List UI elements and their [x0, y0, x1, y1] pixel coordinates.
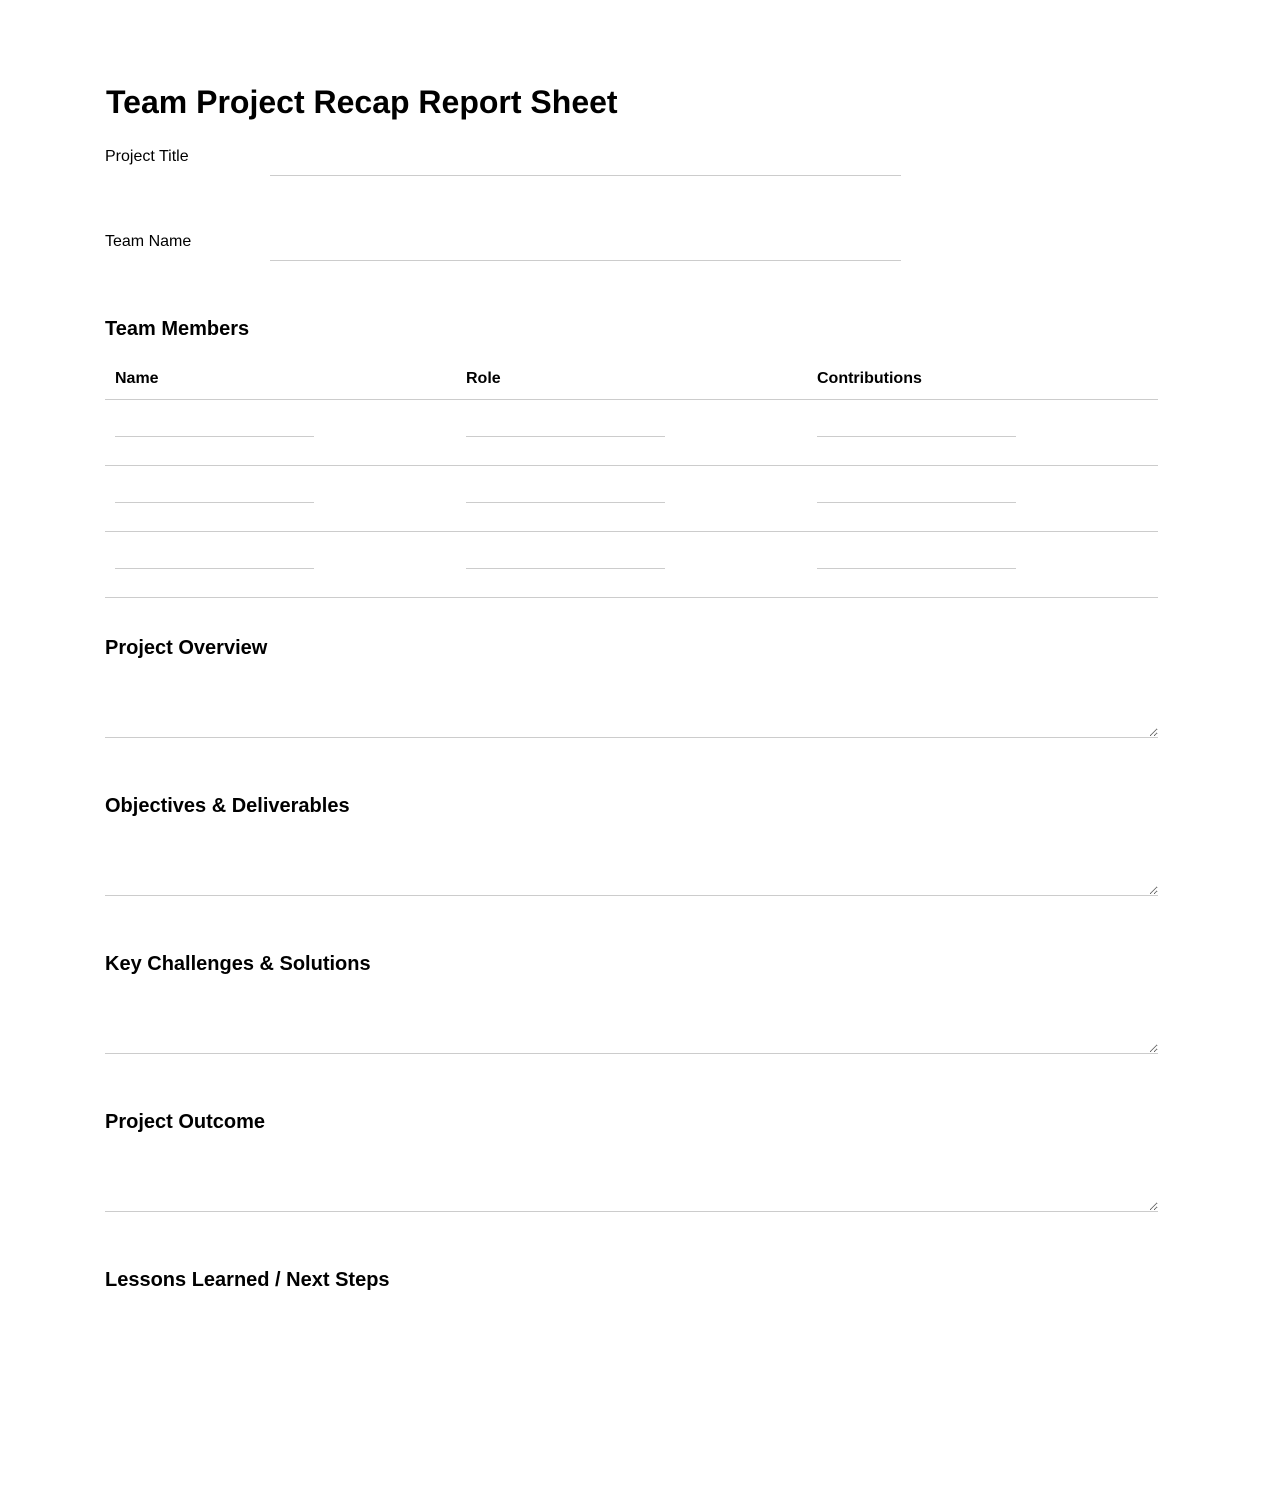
member-contributions-input[interactable] [817, 412, 1016, 437]
page-title: Team Project Recap Report Sheet [106, 84, 618, 120]
member-contributions-input[interactable] [817, 478, 1016, 503]
team-name-label: Team Name [105, 233, 192, 250]
team-members-heading: Team Members [105, 318, 250, 340]
challenges-textarea[interactable] [105, 1002, 1158, 1054]
project-outcome-textarea[interactable] [105, 1160, 1158, 1212]
member-name-input[interactable] [115, 412, 314, 437]
table-row-divider [105, 531, 1158, 532]
challenges-heading: Key Challenges & Solutions [105, 953, 371, 975]
project-title-input[interactable] [270, 149, 901, 176]
project-title-label: Project Title [105, 148, 189, 165]
table-row-divider [105, 465, 1158, 466]
lessons-heading: Lessons Learned / Next Steps [105, 1269, 390, 1291]
table-header-divider [105, 399, 1158, 400]
project-overview-heading: Project Overview [105, 637, 268, 659]
objectives-heading: Objectives & Deliverables [105, 795, 350, 817]
column-header-contributions: Contributions [817, 370, 922, 387]
member-role-input[interactable] [466, 412, 665, 437]
member-name-input[interactable] [115, 544, 314, 569]
member-role-input[interactable] [466, 478, 665, 503]
member-role-input[interactable] [466, 544, 665, 569]
member-name-input[interactable] [115, 478, 314, 503]
project-outcome-heading: Project Outcome [105, 1111, 266, 1133]
column-header-name: Name [115, 370, 159, 387]
table-row-divider [105, 597, 1158, 598]
objectives-textarea[interactable] [105, 844, 1158, 896]
project-overview-textarea[interactable] [105, 686, 1158, 738]
column-header-role: Role [466, 370, 501, 387]
member-contributions-input[interactable] [817, 544, 1016, 569]
team-name-input[interactable] [270, 234, 901, 261]
